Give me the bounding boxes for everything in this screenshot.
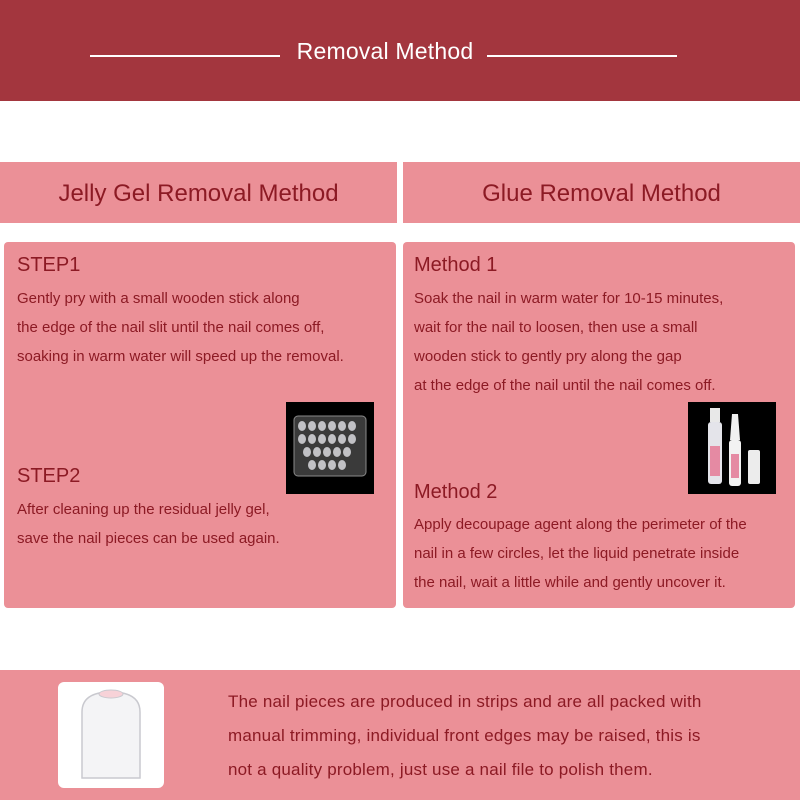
glue-heading: Glue Removal Method [403,162,800,223]
header-banner [0,0,800,101]
page-title: Removal Method [296,38,474,64]
method1-line: Soak the nail in warm water for 10-15 minutes, [414,290,724,307]
method2-line: Apply decoupage agent along the perimeter of the [414,516,747,533]
step1-line: Gently pry with a small wooden stick along [17,290,300,307]
nail-tip-icon [58,682,164,788]
method2-title: Method 2 [414,481,498,503]
jelly-gel-sheet-image [286,402,374,494]
method2-line: nail in a few circles, let the liquid penetrate inside [414,545,740,562]
nail-tip-image [58,682,164,788]
method1-line: wait for the nail to loosen, then use a small [414,319,698,336]
method2-line: the nail, wait a little while and gently uncover it. [414,574,726,591]
jelly-gel-sheet-icon [286,402,374,494]
method1-title: Method 1 [414,254,498,276]
method1-line: wooden stick to gently pry along the gap [414,348,682,365]
header-rule-right [487,55,677,57]
step2-line: After cleaning up the residual jelly gel, [17,501,270,518]
method1-line: at the edge of the nail until the nail comes off. [414,377,716,394]
step1-line: soaking in warm water will speed up the removal. [17,348,344,365]
jelly-gel-heading: Jelly Gel Removal Method [0,162,397,223]
glue-tube-icon [688,402,776,494]
step1-line: the edge of the nail slit until the nail comes off, [17,319,325,336]
step1-title: STEP1 [17,254,81,276]
note-line: manual trimming, individual front edges may be raised, this is [228,726,701,745]
glue-tube-image [688,402,776,494]
step2-title: STEP2 [17,465,81,487]
step2-line: save the nail pieces can be used again. [17,530,280,547]
note-line: The nail pieces are produced in strips and are all packed with [228,692,702,711]
note-line: not a quality problem, just use a nail file to polish them. [228,760,653,779]
